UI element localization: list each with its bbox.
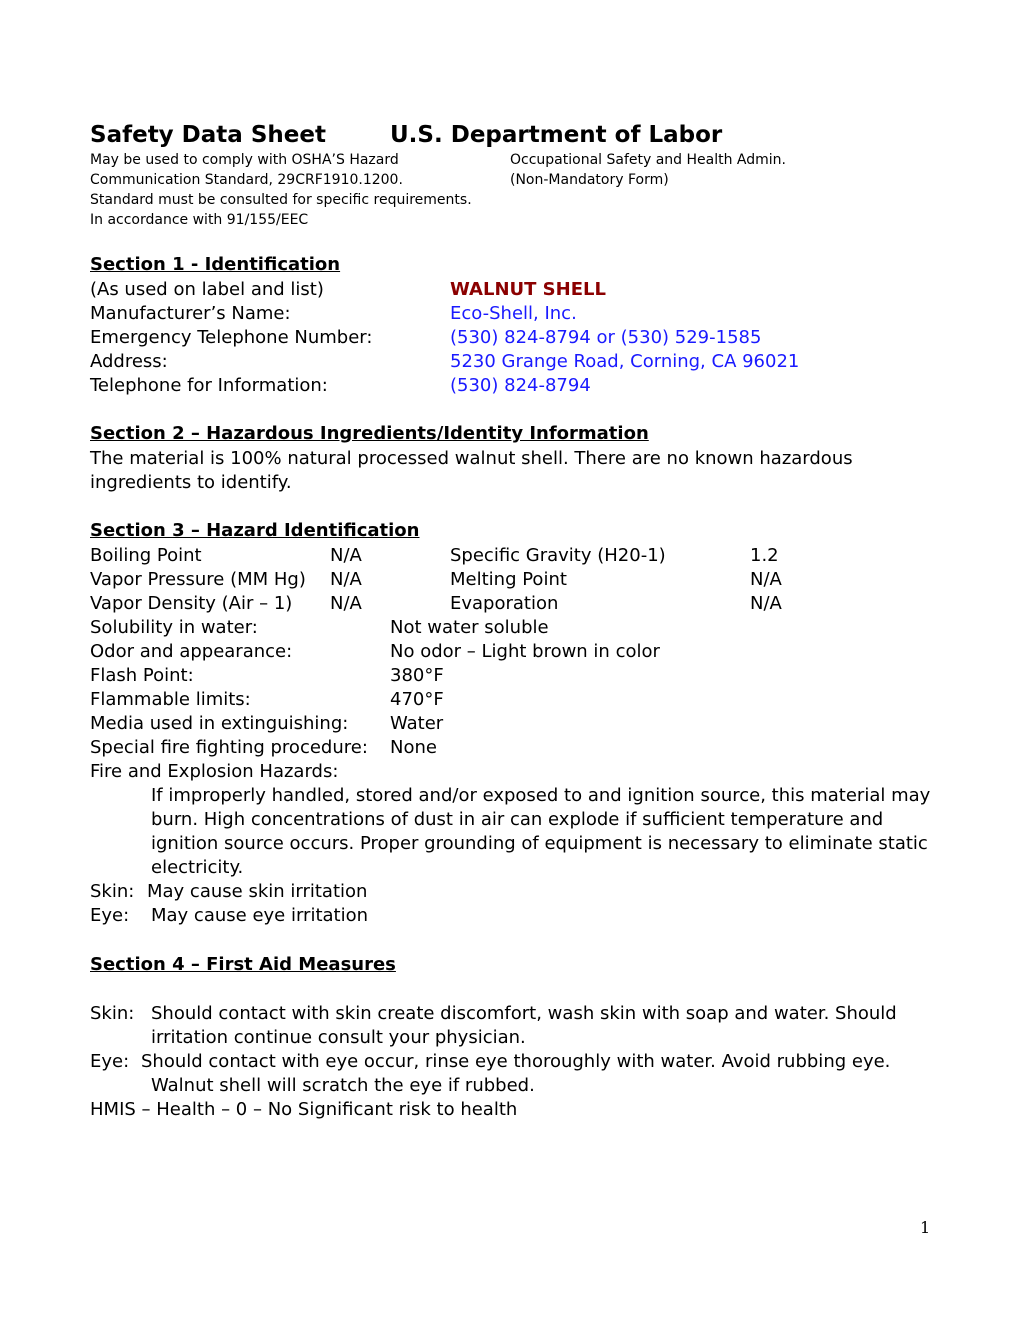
fire-hazards-text: If improperly handled, stored and/or exposed to and ignition source, this material may burn. High concentrations of dust in air can explode if sufficient temperature and ignition source occurs. Proper grounding of equipment is necessary to eliminate static electricity. (151, 785, 931, 878)
header-note-line: May be used to comply with OSHA’S Hazard (90, 152, 399, 168)
detail-label: Odor and appearance: (90, 641, 293, 662)
detail-value: Not water soluble (390, 617, 549, 638)
detail-label: Flammable limits: (90, 689, 251, 710)
property-value: N/A (750, 569, 782, 590)
property-label: Melting Point (450, 569, 567, 590)
detail-value: No odor – Light brown in color (390, 641, 660, 662)
property-label: Specific Gravity (H20-1) (450, 545, 666, 566)
property-value: N/A (330, 545, 362, 566)
detail-label: Solubility in water: (90, 617, 258, 638)
eye-hazard-text: May cause eye irritation (151, 905, 369, 926)
agency-title: U.S. Department of Labor (390, 122, 723, 148)
detail-value: 380°F (390, 665, 444, 686)
fire-hazards-label: Fire and Explosion Hazards: (90, 761, 339, 782)
agency-note-line: Occupational Safety and Health Admin. (510, 152, 787, 168)
detail-label: Media used in extinguishing: (90, 713, 349, 734)
property-value: N/A (330, 569, 362, 590)
eye-label: Eye: (90, 1051, 130, 1072)
property-label: Boiling Point (90, 545, 202, 566)
info-phone-label: Telephone for Information: (90, 375, 328, 396)
header-note-line: Communication Standard, 29CRF1910.1200. (90, 172, 403, 188)
hmis-rating: HMIS – Health – 0 – No Significant risk to health (90, 1099, 518, 1120)
info-phone-value: (530) 824-8794 (450, 375, 591, 396)
page-number: 1 (920, 1218, 931, 1237)
section3-heading: Section 3 – Hazard Identification (90, 520, 420, 541)
detail-value: Water (390, 713, 444, 734)
eye-first-aid-text: Should contact with eye occur, rinse eye thoroughly with water. Avoid rubbing eye. (141, 1051, 891, 1072)
skin-label: Skin: (90, 1003, 135, 1024)
section1-heading: Section 1 - Identification (90, 254, 341, 275)
detail-label: Flash Point: (90, 665, 194, 686)
skin-first-aid-text: Should contact with skin create discomfort, wash skin with soap and water. Should irritation continue consult your physician. (151, 1003, 897, 1048)
manufacturer-value: Eco-Shell, Inc. (450, 303, 577, 324)
address-label: Address: (90, 351, 168, 372)
eye-label: Eye: (90, 905, 130, 926)
manufacturer-label: Manufacturer’s Name: (90, 303, 291, 324)
address-value: 5230 Grange Road, Corning, CA 96021 (450, 351, 800, 372)
property-label: Vapor Pressure (MM Hg) (90, 569, 306, 590)
property-label: Vapor Density (Air – 1) (90, 593, 293, 614)
detail-value: None (390, 737, 437, 758)
property-label: Evaporation (450, 593, 559, 614)
emergency-phone-label: Emergency Telephone Number: (90, 327, 373, 348)
property-value: N/A (750, 593, 782, 614)
header-note-line: Standard must be consulted for specific requirements. (90, 192, 472, 208)
detail-label: Special fire fighting procedure: (90, 737, 368, 758)
section4-heading: Section 4 – First Aid Measures (90, 954, 396, 975)
agency-note-line: (Non-Mandatory Form) (510, 172, 669, 188)
skin-hazard-text: May cause skin irritation (147, 881, 368, 902)
property-value: 1.2 (750, 545, 779, 566)
ingredients-text: The material is 100% natural processed walnut shell. There are no known hazardous (90, 448, 853, 469)
id-label: (As used on label and list) (90, 279, 324, 300)
detail-value: 470°F (390, 689, 444, 710)
eye-first-aid-text: Walnut shell will scratch the eye if rubbed. (151, 1075, 535, 1096)
header-note-line: In accordance with 91/155/EEC (90, 212, 309, 228)
emergency-phone-value: (530) 824-8794 or (530) 529-1585 (450, 327, 762, 348)
section2-heading: Section 2 – Hazardous Ingredients/Identity Information (90, 423, 649, 444)
skin-label: Skin: (90, 881, 135, 902)
ingredients-text: ingredients to identify. (90, 472, 292, 493)
property-value: N/A (330, 593, 362, 614)
product-name: WALNUT SHELL (450, 279, 606, 300)
document-title: Safety Data Sheet (90, 122, 326, 148)
